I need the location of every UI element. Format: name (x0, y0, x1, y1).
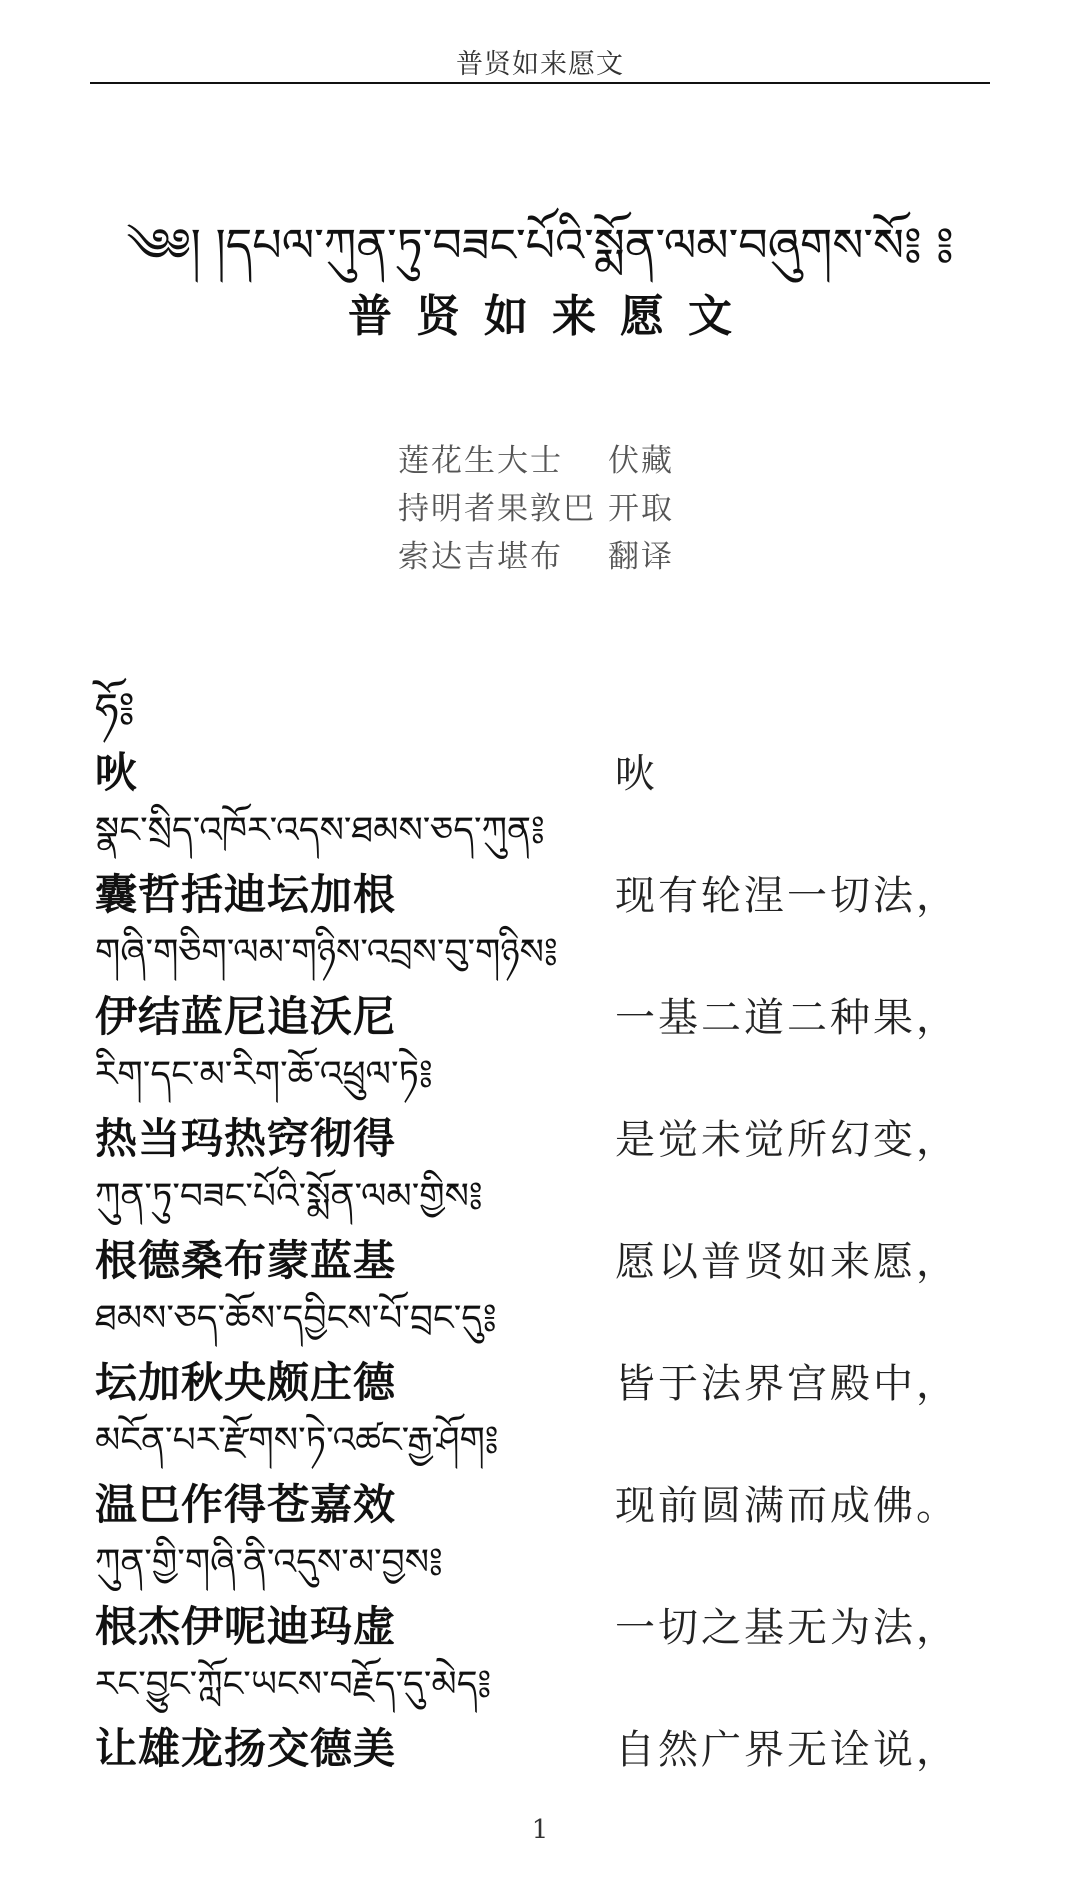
verse-translation: 自然广界无诠说， (615, 1726, 959, 1773)
credit-name: 索达吉堪布 (398, 539, 563, 575)
verse-row (95, 982, 995, 1046)
opening-syllable-tibetan: ཧོ༔ (95, 684, 135, 733)
verse-row (95, 1592, 995, 1656)
verse-translation: 愿以普贤如来愿， (615, 1238, 959, 1285)
running-header-title: 普贤如来愿文 (456, 49, 624, 80)
credits-block (398, 437, 798, 581)
verse-translation: 是觉未觉所幻变， (615, 1116, 959, 1163)
page-number: 1 (531, 1815, 549, 1845)
credit-row (398, 485, 798, 533)
verse-transliteration: 根杰伊呢迪玛虚 (95, 1602, 397, 1651)
verse-tibetan: རང་བྱུང་ཀློང་ཡངས་བརྗོད་དུ་མེད༔ (95, 1664, 492, 1705)
credit-name: 莲花生大士 (398, 443, 563, 479)
credit-name: 持明者果敦巴 (398, 491, 596, 527)
verse-row (95, 1714, 995, 1778)
opening-transliteration: 吙 (95, 748, 139, 797)
credit-role: 伏藏 (608, 443, 674, 479)
verse-row (95, 1348, 995, 1412)
verse-transliteration: 温巴作得苍嘉效 (95, 1480, 397, 1529)
credit-row (398, 437, 798, 485)
opening-translation: 吙 (615, 750, 658, 797)
verse-tibetan: གཞི་གཅིག་ལམ་གཉིས་འབྲས་བུ་གཉིས༔ (95, 932, 558, 973)
credit-role: 开取 (608, 491, 674, 527)
verse-tibetan: རིག་དང་མ་རིག་ཆོ་འཕྲུལ་ཏེ༔ (95, 1054, 433, 1095)
verse-list (95, 680, 995, 1778)
opening-row (95, 738, 995, 802)
verse-row (95, 1470, 995, 1534)
credit-role: 翻译 (608, 539, 674, 575)
verse-translation: 现前圆满而成佛。 (615, 1482, 959, 1529)
verse-translation: 一基二道二种果， (615, 994, 959, 1041)
verse-transliteration: 让雄龙扬交德美 (95, 1724, 397, 1773)
verse-translation: 皆于法界宫殿中， (615, 1360, 959, 1407)
verse-translation: 现有轮涅一切法， (615, 872, 959, 919)
verse-tibetan: ཀུན་གྱི་གཞི་ནི་འདུས་མ་བྱས༔ (95, 1542, 443, 1583)
verse-transliteration: 伊结蓝尼追沃尼 (95, 992, 397, 1041)
credit-row (398, 533, 798, 581)
tibetan-title: ༄༅། །དཔལ་ཀུན་ཏུ་བཟང་པོའི་སྨོན་ལམ་བཞུགས་སོ༔ ༔ (126, 218, 954, 272)
verse-transliteration: 热当玛热窍彻得 (95, 1114, 397, 1163)
verse-transliteration: 坛加秋央颇庄德 (95, 1358, 397, 1407)
header-divider (90, 82, 990, 84)
verse-row (95, 1226, 995, 1290)
verse-tibetan: ཀུན་ཏུ་བཟང་པོའི་སྨོན་ལམ་གྱིས༔ (95, 1176, 483, 1217)
verse-tibetan: ཐམས་ཅད་ཆོས་དབྱིངས་པོ་བྲང་དུ༔ (95, 1298, 497, 1339)
verse-tibetan: སྣང་སྲིད་འཁོར་འདས་ཐམས་ཅད་ཀུན༔ (95, 810, 545, 851)
chinese-title: 普贤如来愿文 (348, 291, 756, 342)
verse-tibetan: མངོན་པར་རྫོགས་ཏེ་འཚང་རྒྱ་ཤོག༔ (95, 1420, 499, 1461)
verse-translation: 一切之基无为法， (615, 1604, 959, 1651)
verse-row (95, 860, 995, 924)
verse-transliteration: 根德桑布蒙蓝基 (95, 1236, 397, 1285)
verse-transliteration: 囊哲括迪坛加根 (95, 870, 397, 919)
verse-row (95, 1104, 995, 1168)
